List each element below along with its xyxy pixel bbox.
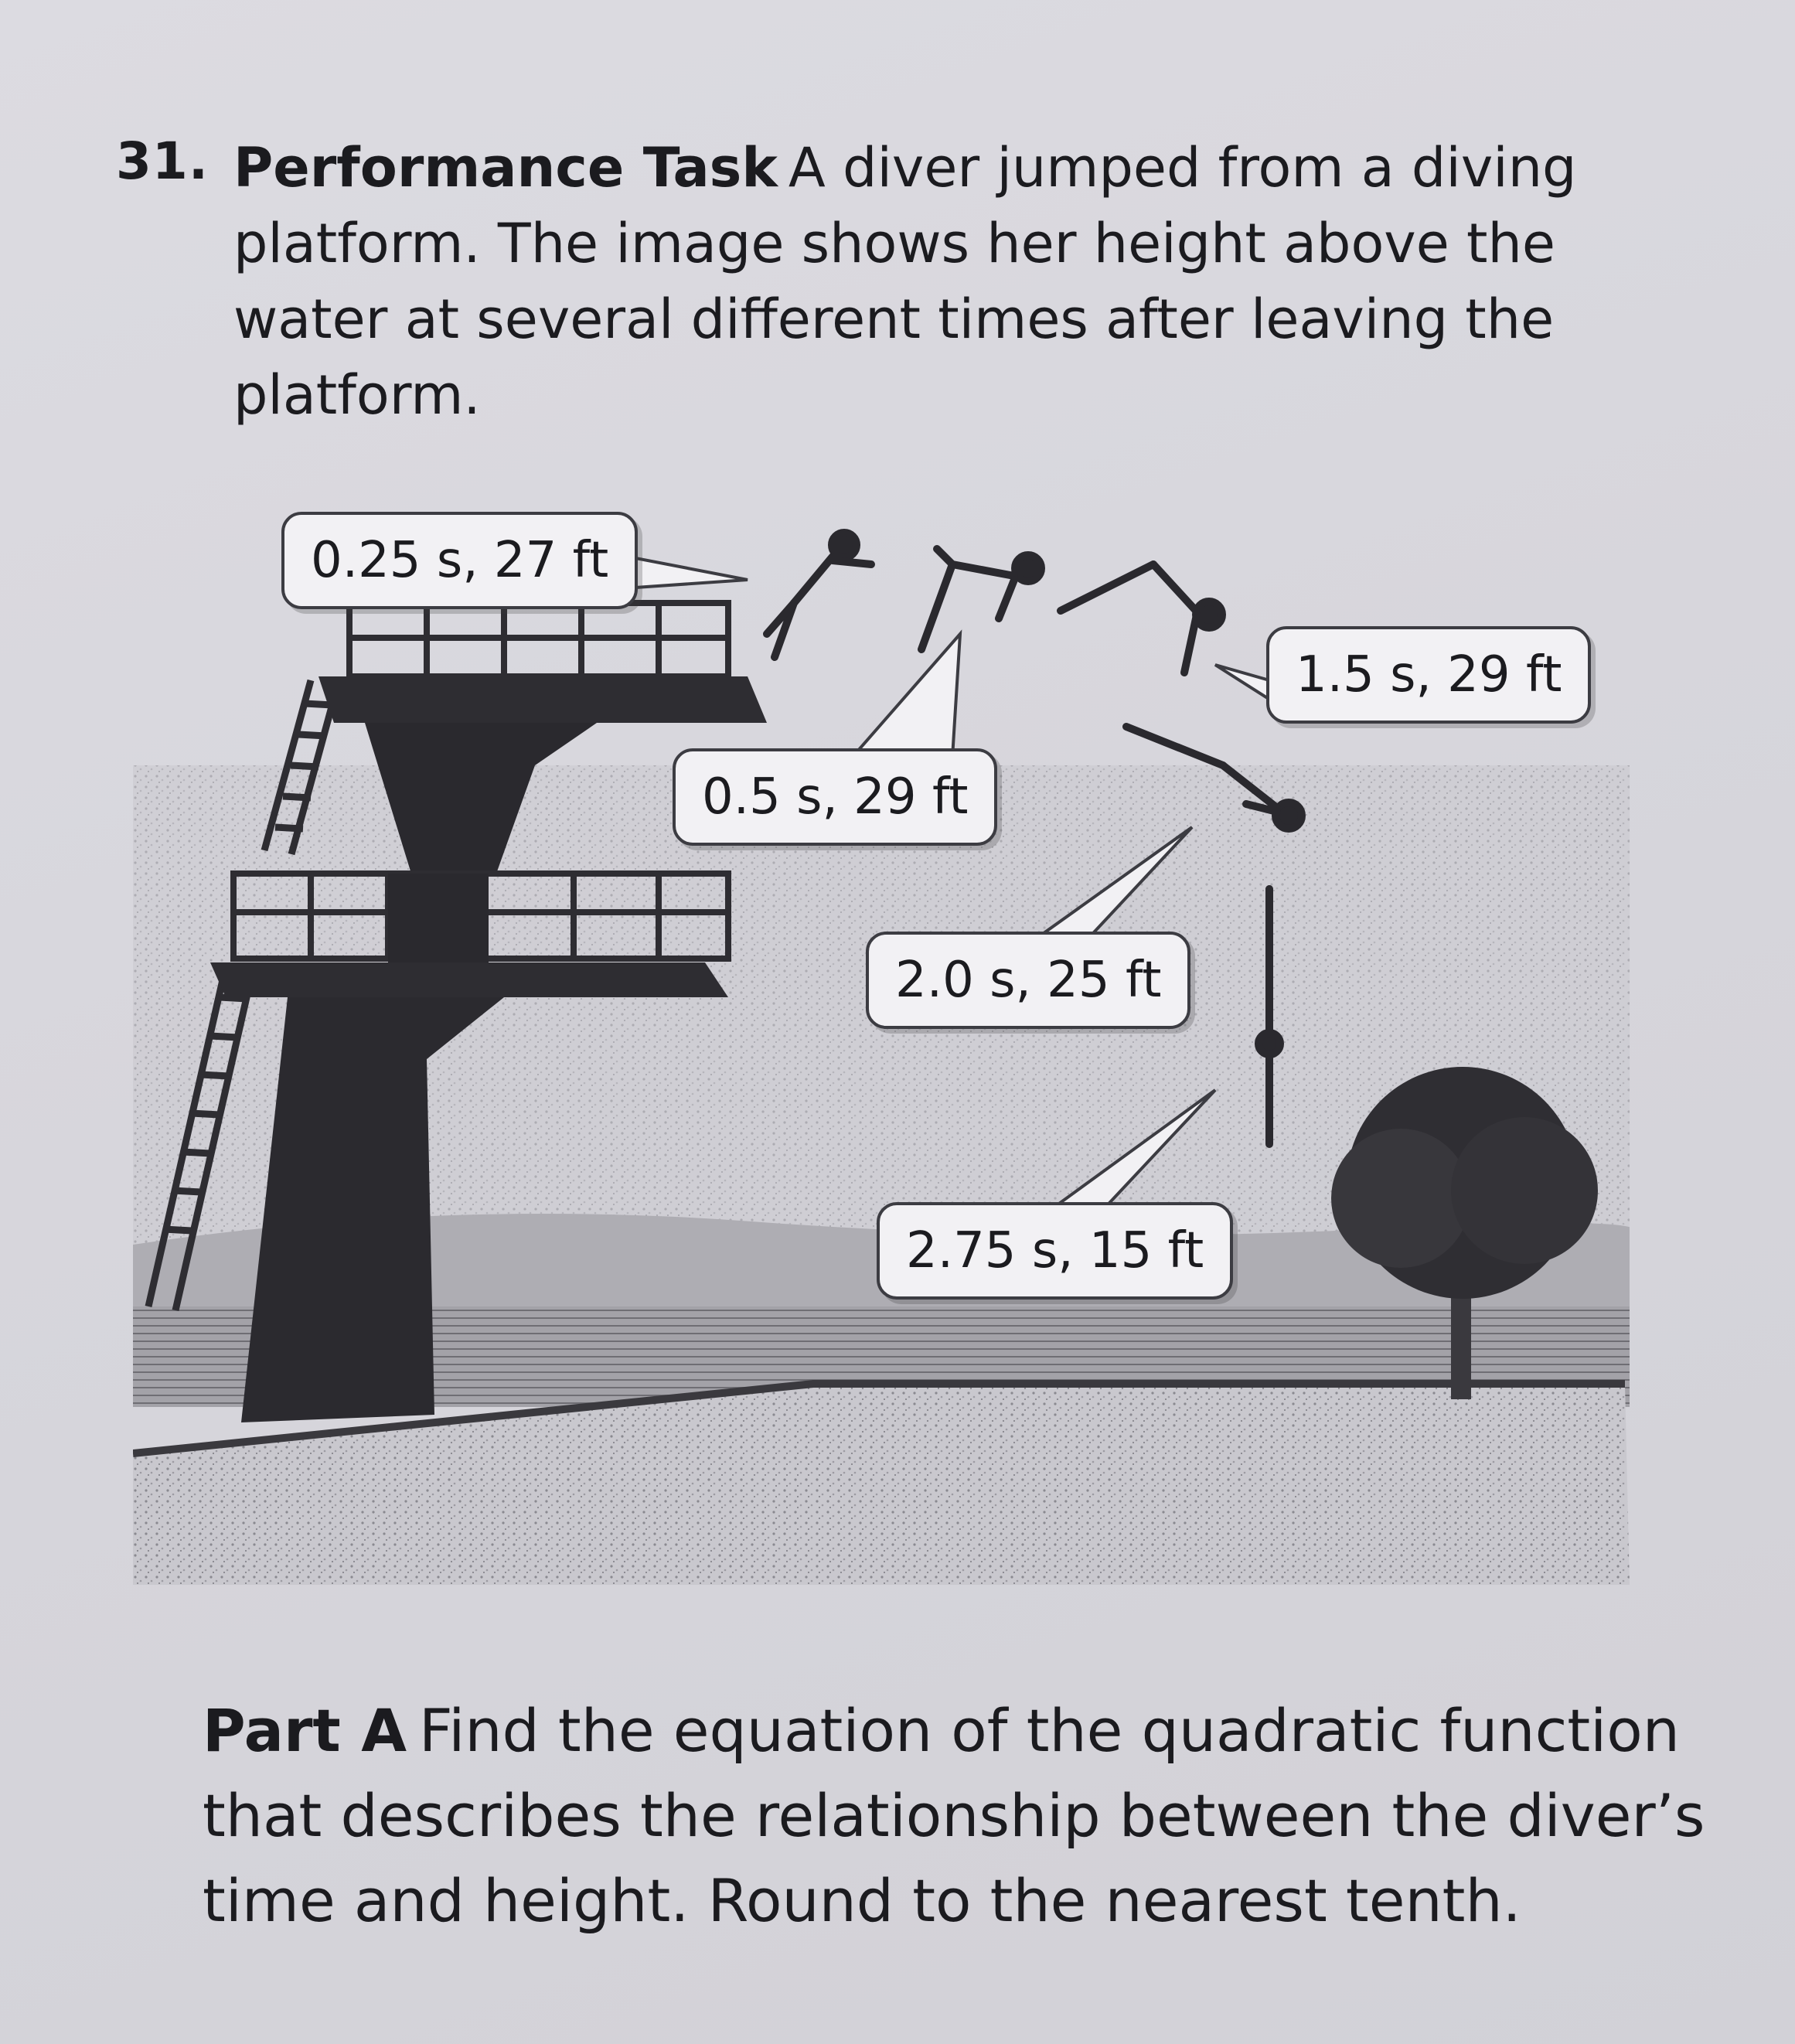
diving-illustration xyxy=(133,502,1630,1616)
callout-label: 2.75 s, 15 ft xyxy=(877,1202,1233,1300)
callout-label: 0.5 s, 29 ft xyxy=(673,748,997,846)
diver-position-1 xyxy=(767,533,871,657)
callout-label: 2.0 s, 25 ft xyxy=(866,932,1190,1029)
callout-label: 1.5 s, 29 ft xyxy=(1266,626,1591,724)
part-a-text: Find the equation of the quadratic function that describes the relationship between the diver’s time and height. Round to the nearest tenth. xyxy=(203,1696,1705,1935)
part-a-question xyxy=(203,1688,1718,1944)
problem-body: A diver jumped from a diving platform. The image shows her height above the water at several different times after leaving the platform. xyxy=(233,136,1577,427)
problem-number: 31. xyxy=(116,131,209,191)
callout-label: 0.25 s, 27 ft xyxy=(281,512,638,609)
part-a-title: Part A xyxy=(203,1696,407,1765)
problem-statement xyxy=(233,130,1687,433)
diver-position-2 xyxy=(921,549,1041,649)
problem-title: Performance Task xyxy=(233,136,778,199)
diver-position-3 xyxy=(1061,564,1222,673)
